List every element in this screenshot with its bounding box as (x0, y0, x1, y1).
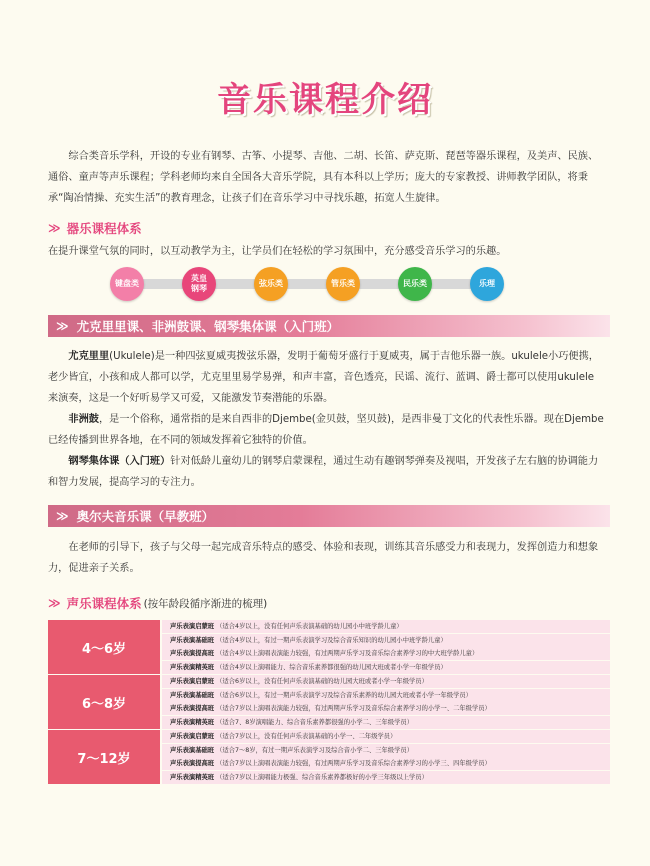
course-desc: （适合4岁以上，有过一期声乐表演学习及综合音乐知识的幼儿园小中班学龄儿童） (216, 636, 447, 644)
age-group (48, 730, 610, 784)
course-name: 声乐表演基础班 (170, 691, 215, 699)
banner-title: 奥尔夫音乐课（早教班） (76, 509, 215, 524)
course-name: 声乐表演精英班 (170, 718, 215, 726)
course-row (162, 716, 610, 729)
age-group (48, 675, 610, 729)
course-name: 声乐表演启蒙班 (170, 623, 215, 630)
course-name: 声乐表演提高班 (170, 760, 215, 767)
course-row (162, 702, 610, 715)
double-chevron-icon: ≫ (56, 319, 69, 333)
double-chevron-icon: ≫ (56, 509, 69, 523)
course-name: 声乐表演启蒙班 (170, 678, 215, 685)
ukulele-paragraph (48, 346, 604, 409)
course-desc: （适合4岁以上，没有任何声乐表演基础的幼儿园小中班学龄儿童） (216, 623, 403, 630)
course-row (162, 744, 610, 757)
course-row (162, 634, 610, 647)
age-group (48, 620, 610, 674)
age-label: 6～8岁 (48, 675, 160, 729)
instrument-category-row (110, 267, 510, 303)
course-name: 声乐表演精英班 (170, 773, 215, 781)
drum-paragraph (48, 409, 604, 451)
course-desc: （适合4岁以上演唱表演能力较强，有过两期声乐学习及音乐综合素养学习的中大班学龄儿童） (216, 650, 479, 657)
age-label: 4～6岁 (48, 620, 160, 674)
double-chevron-icon: ≫ (48, 596, 61, 610)
course-desc: （适合7岁以上演唱表演能力较强，有过两期声乐学习及音乐综合素养学习的小学三、四年级学员） (216, 760, 491, 767)
vocal-section-subtitle: (按年龄段循序渐进的梳理) (143, 597, 268, 610)
course-row (162, 661, 610, 674)
course-row (162, 675, 610, 688)
category-abrsm-piano-label: 英皇钢琴 (191, 274, 207, 293)
orff-paragraph: 在老师的引导下，孩子与父母一起完成音乐特点的感受、体验和表现，训练其音乐感受力和表现力，发挥创造力和想象力，促进亲子关系。 (48, 542, 599, 574)
category-track (120, 279, 500, 289)
course-name: 声乐表演提高班 (170, 705, 215, 712)
vocal-section-heading (48, 594, 267, 612)
course-row (162, 689, 610, 702)
course-row (162, 647, 610, 660)
piano-term: 钢琴集体课（入门班） (68, 456, 171, 467)
instrument-section-title: 器乐课程体系 (66, 221, 142, 236)
course-name: 声乐表演基础班 (170, 636, 215, 644)
course-row (162, 757, 610, 770)
course-row (162, 620, 610, 633)
drum-text: ，是一个俗称，通常指的是来自西非的Djembe(金贝鼓，坚贝鼓)，是西非曼丁文化的代表性乐器。现在Djembe已经传播到世界各地，在不同的领域发挥着它独特的价值。 (48, 414, 604, 446)
course-name: 声乐表演基础班 (170, 746, 215, 754)
age-label: 7～12岁 (48, 730, 160, 784)
banner-orff (48, 505, 610, 527)
course-name: 声乐表演精英班 (170, 663, 215, 671)
category-winds: 管乐类 (326, 267, 360, 301)
vocal-section-title: 声乐课程体系 (66, 596, 142, 611)
course-name: 声乐表演启蒙班 (170, 733, 215, 740)
intro-paragraph: 综合类音乐学科，开设的专业有钢琴、古筝、小提琴、吉他、二胡、长笛、萨克斯、琵琶等器乐课程，及美声、民族、通俗、童声等声乐课程；学科老师均来自全国各大音乐学院，具有本科以上学历；庞大的专家教授、讲师教学团队，将秉承“陶冶情操、充实生活”的教育理念，让孩子们在音乐学习中寻找乐趣，拓宽人生旋律。 (48, 151, 599, 204)
banner-title: 尤克里里课、非洲鼓课、钢琴集体课（入门班） (76, 319, 340, 334)
course-desc: （适合7岁以上演唱能力极强、综合音乐素养都极好的小学三年级以上学员） (216, 773, 428, 781)
category-keyboard: 键盘类 (110, 267, 144, 301)
course-desc: （适合7～8岁，有过一期声乐表演学习及综合音小学二、三年级学员） (216, 746, 413, 754)
course-name: 声乐表演提高班 (170, 650, 215, 657)
course-desc: （适合6岁以上，有过一期声乐表演学习及综合音乐素养的幼儿园大班或者小学一年级学员） (216, 691, 472, 699)
category-folk: 民乐类 (398, 267, 432, 301)
course-desc: （适合4岁以上演唱能力、综合音乐素养都很强的幼儿园大班或者小学一年级学员） (216, 663, 447, 671)
banner-ukulele-drum-piano (48, 315, 610, 337)
drum-term: 非洲鼓 (68, 414, 99, 425)
course-desc: （适合7、8岁演唱能力、综合音乐素养都很强的小学二、三年级学员） (216, 718, 413, 726)
instrument-section-heading (48, 219, 142, 237)
course-desc: （适合7岁以上演唱表演能力较强，有过两期声乐学习及音乐综合素养学习的小学一、二年级学员） (216, 705, 491, 712)
instrument-section-desc: 在提升课堂气氛的同时，以互动教学为主，让学员们在轻松的学习氛围中，充分感受音乐学习的乐趣。 (48, 246, 507, 257)
category-theory: 乐理 (470, 267, 504, 301)
vocal-course-table (48, 620, 610, 784)
piano-paragraph (48, 451, 604, 493)
page-title: 音乐课程介绍 (217, 80, 433, 120)
course-desc: （适合7岁以上，没有任何声乐表演基础的小学一、二年级学员） (216, 733, 397, 740)
course-row (162, 771, 610, 784)
category-strings: 弦乐类 (254, 267, 288, 301)
course-desc: （适合6岁以上，没有任何声乐表演基础的幼儿园大班或者小学一年级学员） (216, 678, 428, 685)
piano-text: 针对低龄儿童幼儿的钢琴启蒙课程，通过生动有趣钢琴弹奏及视唱，开发孩子左右脑的协调能力和智力发展，提高学习的专注力。 (48, 456, 599, 488)
course-row (162, 730, 610, 743)
category-abrsm-piano (182, 267, 216, 301)
double-chevron-icon: ≫ (48, 221, 61, 235)
ukulele-text: (Ukulele)是一种四弦夏威夷拨弦乐器，发明于葡萄牙盛行于夏威夷，属于吉他乐器一族。ukulele小巧便携，老少皆宜，小孩和成人都可以学，尤克里里易学易弹，和声丰富，音色透亮，民谣、流行、蓝调、爵士都可以使用ukulele来演奏，这是一个好听易学又可爱，又能激发节奏潜能的乐器。 (48, 351, 599, 404)
ukulele-term: 尤克里里 (68, 351, 110, 362)
